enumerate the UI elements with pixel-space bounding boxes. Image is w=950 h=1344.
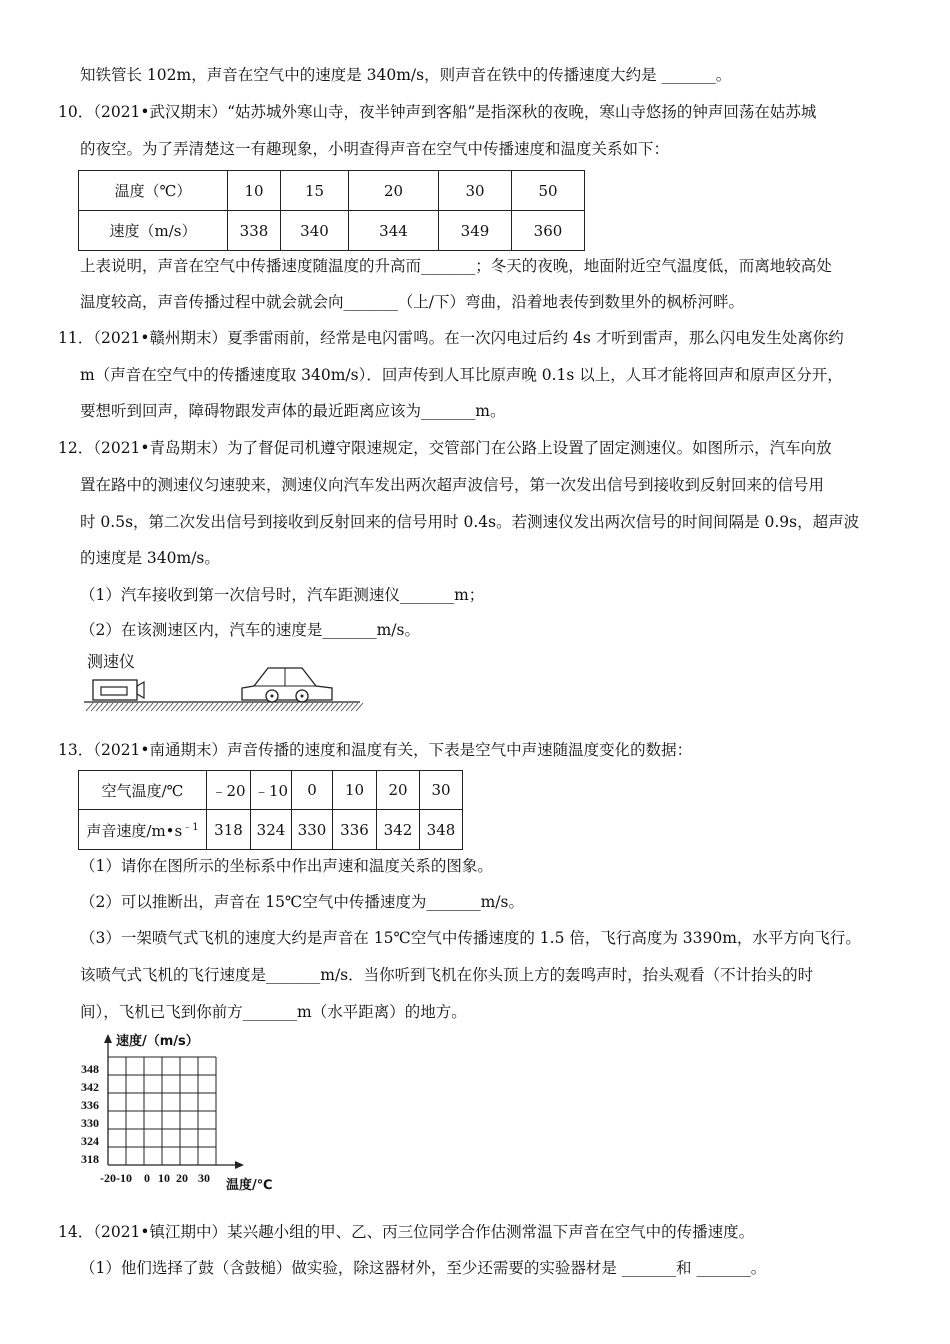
table-cell: 10 bbox=[333, 771, 377, 810]
question-12-subquestion: （1）汽车接收到第一次信号时，汽车距测速仪_______m； bbox=[80, 586, 485, 604]
question-12-line: 12．（2021•青岛期末）为了督促司机遵守限速规定，交管部门在公路上设置了固定测速仪。如图所示，汽车向放 bbox=[58, 439, 832, 457]
table-header-cell: 温度（℃） bbox=[79, 171, 228, 211]
text-line: 知铁管长 102m，声音在空气中的速度是 340m/s，则声音在铁中的传播速度大约是 _______。 bbox=[80, 66, 732, 84]
y-axis-label: 速度/（m/s） bbox=[116, 1034, 199, 1049]
temperature-speed-table bbox=[78, 170, 585, 251]
table-cell: 20 bbox=[377, 771, 420, 810]
table-header-cell: 空气温度/℃ bbox=[79, 771, 207, 810]
table-cell: 344 bbox=[349, 211, 439, 251]
x-tick-label: 10 bbox=[158, 1171, 170, 1185]
table-cell: 360 bbox=[512, 211, 585, 251]
table-cell: 340 bbox=[281, 211, 349, 251]
table-cell: 349 bbox=[439, 211, 512, 251]
header-text: 声音速度/m•s bbox=[86, 822, 183, 840]
question-11-line: m（声音在空气中的传播速度取 340m/s）．回声传到人耳比原声晚 0.1s 以上，人耳才能将回声和原声区分开， bbox=[80, 366, 843, 384]
question-10-line: 10．（2021•武汉期末）“姑苏城外寒山寺，夜半钟声到客船”是指深秋的夜晚，寒山寺悠扬的钟声回荡在姑苏城 bbox=[58, 103, 817, 121]
question-11-line: 要想听到回声，障碍物跟发声体的最近距离应该为_______m。 bbox=[80, 402, 506, 420]
table-cell: 50 bbox=[512, 171, 585, 211]
table-cell: 0 bbox=[292, 771, 333, 810]
speed-detector-label: 测速仪 bbox=[87, 652, 136, 671]
y-tick-label: 342 bbox=[81, 1080, 99, 1094]
question-14-subquestion: （1）他们选择了鼓（含鼓槌）做实验，除这器材外，至少还需要的实验器材是 _______和 _______。 bbox=[80, 1259, 767, 1277]
table-cell: 342 bbox=[377, 810, 420, 850]
x-axis-label: 温度/℃ bbox=[226, 1178, 273, 1193]
table-cell: 10 bbox=[228, 171, 281, 211]
question-13-line: 13．（2021•南通期末）声音传播的速度和温度有关，下表是空气中声速随温度变化的数据： bbox=[58, 741, 693, 759]
question-10-line: 温度较高，声音传播过程中就会就会向_______（上/下）弯曲，沿着地表传到数里外的枫桥河畔。 bbox=[80, 293, 744, 311]
table-cell: 348 bbox=[420, 810, 463, 850]
question-10-line: 的夜空。为了弄清楚这一有趣现象，小明查得声音在空气中传播速度和温度关系如下： bbox=[80, 140, 670, 158]
x-tick-label: -20 bbox=[100, 1171, 116, 1185]
y-tick-label: 324 bbox=[81, 1134, 99, 1148]
table-cell: 15 bbox=[281, 171, 349, 211]
question-10-line: 上表说明，声音在空气中传播速度随温度的升高而_______；冬天的夜晚，地面附近空气温度低，而离地较高处 bbox=[80, 257, 832, 275]
x-tick-label: 20 bbox=[176, 1171, 188, 1185]
table-cell: ﹣10 bbox=[251, 771, 292, 810]
question-13-subquestion: （3）一架喷气式飞机的速度大约是声音在 15℃空气中传播速度的 1.5 倍，飞行高度为 3390m，水平方向飞行。 bbox=[80, 929, 861, 947]
x-tick-label: 30 bbox=[198, 1171, 210, 1185]
table-cell: 324 bbox=[251, 810, 292, 850]
question-13-line: 该喷气式飞机的飞行速度是_______m/s．当你听到飞机在你头顶上方的轰鸣声时，抬头观看（不计抬头的时 bbox=[80, 966, 814, 984]
y-tick-label: 336 bbox=[81, 1098, 99, 1112]
x-tick-label: 0 bbox=[144, 1171, 150, 1185]
coordinate-grid-figure bbox=[80, 1030, 290, 1200]
table-cell: 30 bbox=[439, 171, 512, 211]
question-12-line: 的速度是 340m/s。 bbox=[80, 549, 220, 567]
table-cell: 30 bbox=[420, 771, 463, 810]
question-13-subquestion: （1）请你在图所示的坐标系中作出声速和温度关系的图象。 bbox=[80, 857, 493, 875]
table-cell: 330 bbox=[292, 810, 333, 850]
table-cell: 336 bbox=[333, 810, 377, 850]
y-tick-label: 318 bbox=[81, 1152, 99, 1166]
question-12-subquestion: （2）在该测速区内，汽车的速度是_______m/s。 bbox=[80, 621, 420, 639]
question-13-subquestion: （2）可以推断出，声音在 15℃空气中传播速度为_______m/s。 bbox=[80, 893, 524, 911]
road-car-drawing bbox=[82, 650, 364, 720]
table-cell: 20 bbox=[349, 171, 439, 211]
unit-superscript: ﹣1 bbox=[182, 822, 199, 833]
speed-detector-figure bbox=[82, 650, 364, 720]
table-cell: 338 bbox=[228, 211, 281, 251]
table-cell: ﹣20 bbox=[207, 771, 251, 810]
y-tick-label: 330 bbox=[81, 1116, 99, 1130]
air-temperature-sound-speed-table bbox=[78, 770, 463, 850]
table-cell: 318 bbox=[207, 810, 251, 850]
table-header-cell bbox=[79, 810, 207, 850]
question-12-line: 置在路中的测速仪匀速驶来，测速仪向汽车发出两次超声波信号，第一次发出信号到接收到反射回来的信号用 bbox=[80, 476, 825, 494]
question-14-line: 14．（2021•镇江期中）某兴趣小组的甲、乙、丙三位同学合作估测常温下声音在空气中的传播速度。 bbox=[58, 1223, 755, 1241]
question-13-line: 间），飞机已飞到你前方_______m（水平距离）的地方。 bbox=[80, 1003, 467, 1021]
table-header-cell: 速度（m/s） bbox=[79, 211, 228, 251]
y-tick-label: 348 bbox=[81, 1062, 99, 1076]
question-12-line: 时 0.5s，第二次发出信号到接收到反射回来的信号用时 0.4s。若测速仪发出两次信号的时间间隔是 0.9s，超声波 bbox=[80, 513, 860, 531]
question-11-line: 11．（2021•赣州期末）夏季雷雨前，经常是电闪雷鸣。在一次闪电过后约 4s 才听到雷声，那么闪电发生处离你约 bbox=[58, 329, 844, 347]
x-tick-label: -10 bbox=[116, 1171, 132, 1185]
